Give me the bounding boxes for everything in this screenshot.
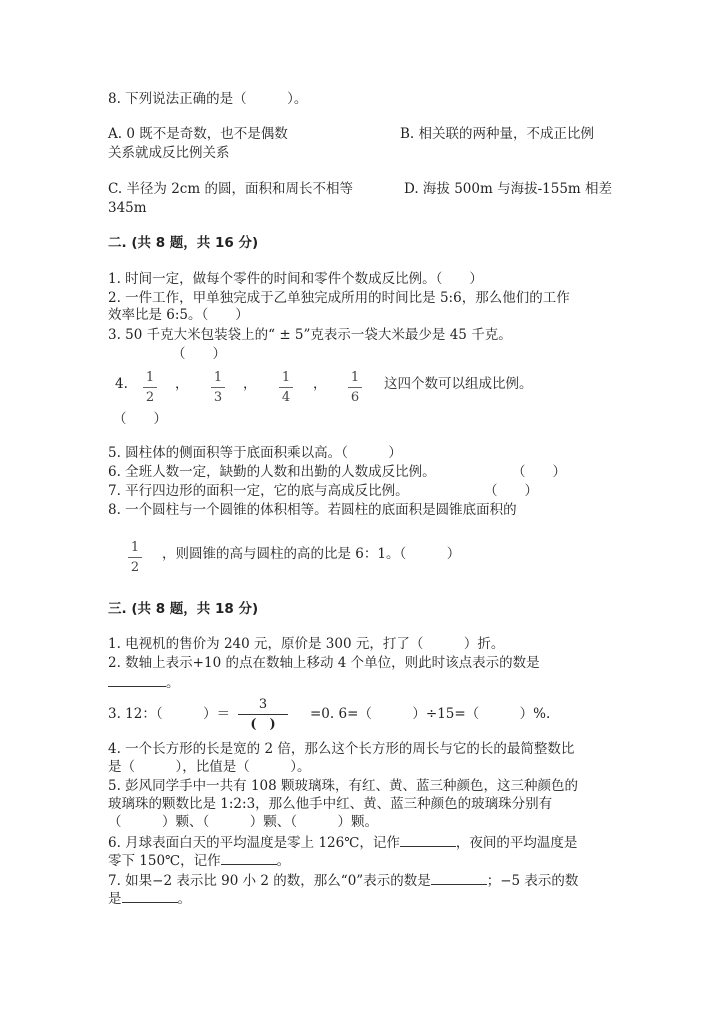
sec2-q3: 3. 50 千克大米包装袋上的“ ± 5”克表示一袋大米最少是 45 千克。 xyxy=(108,327,512,343)
section-3-heading: 三. (共 8 题，共 18 分) xyxy=(108,601,259,617)
sec2-q8-cont: ，则圆锥的高与圆柱的高的比是 6：1。（ ） xyxy=(162,546,461,562)
sec3-q3: 3. 12：（ ）＝ xyxy=(108,706,231,722)
sec2-q4-tail: 这四个数可以组成比例。 xyxy=(384,376,533,392)
sec3-q7: 7. 如果−2 表示比 90 小 2 的数，那么“0”表示的数是 ；−5 表示的数 xyxy=(108,870,578,890)
sec2-q4-sep-1: ， xyxy=(175,376,189,392)
sec2-q6: 6. 全班人数一定，缺勤的人数和出勤的人数成反比例。 xyxy=(108,464,436,480)
section-2-heading: 二. (共 8 题，共 16 分) xyxy=(108,235,259,251)
sec2-q8-fraction: 1 2 xyxy=(128,540,142,576)
q8-option-a: A. 0 既不是奇数，也不是偶数 xyxy=(108,126,288,142)
sec2-q4-fraction-4: 1 6 xyxy=(348,370,362,406)
sec2-q4-fraction-1: 1 2 xyxy=(143,370,157,406)
sec2-q4-sep-2: ， xyxy=(243,376,257,392)
sec2-q4-label: 4. xyxy=(115,376,128,392)
answer-blank[interactable] xyxy=(431,870,487,885)
answer-blank[interactable] xyxy=(221,850,277,865)
q8-option-b: B. 相关联的两种量，不成正比例 xyxy=(400,126,595,142)
q8-option-d: D. 海拔 500m 与海拔-155m 相差 xyxy=(404,181,612,197)
answer-blank[interactable] xyxy=(122,888,178,903)
sec2-q3-paren: （ ） xyxy=(172,346,226,362)
sec2-q6-paren: （ ） xyxy=(512,464,566,480)
sec3-q3-cont: =0. 6=（ ）÷15=（ ）%. xyxy=(310,706,551,722)
q8-option-c: C. 半径为 2cm 的圆，面积和周长不相等 xyxy=(108,181,353,197)
sec3-q6-cont: 零下 150℃，记作 。 xyxy=(108,850,290,870)
sec2-q4-paren: （ ） xyxy=(113,411,167,427)
sec2-q5: 5. 圆柱体的侧面积等于底面积乘以高。（ ） xyxy=(108,445,402,461)
answer-blank[interactable] xyxy=(400,832,456,847)
sec2-q1: 1. 时间一定，做每个零件的时间和零件个数成反比例。（ ） xyxy=(108,271,483,287)
sec2-q8: 8. 一个圆柱与一个圆锥的体积相等。若圆柱的底面积是圆锥底面积的 xyxy=(108,502,517,518)
sec3-q4-cont: 是（ ），比值是（ ）。 xyxy=(108,759,311,775)
sec3-q5-cont-1: 玻璃珠的颗数比是 1:2:3，那么他手中红、黄、蓝三种颜色的玻璃珠分别有 xyxy=(108,796,553,812)
sec3-q5-cont-2: （ ）颗、（ ）颗、（ ）颗。 xyxy=(108,814,378,830)
q8-option-d-cont: 345m xyxy=(108,200,147,216)
q8-stem: 8. 下列说法正确的是（ ）。 xyxy=(108,91,308,107)
sec3-q4: 4. 一个长方形的长是宽的 2 倍，那么这个长方形的周长与它的长的最简整数比 xyxy=(108,741,575,757)
sec2-q2: 2. 一件工作，甲单独完成于乙单独完成所用的时间比是 5:6，那么他们的工作 xyxy=(108,290,570,306)
sec2-q4-sep-3: ， xyxy=(313,376,327,392)
sec3-q7-cont: 是 。 xyxy=(108,888,191,908)
sec2-q2-cont: 效率比是 6:5。（ ） xyxy=(108,307,249,323)
sec3-q6: 6. 月球表面白天的平均温度是零上 126℃，记作 ，夜间的平均温度是 xyxy=(108,832,577,852)
q8-option-b-cont: 关系就成反比例关系 xyxy=(108,145,230,161)
sec3-q2: 2. 数轴上表示+10 的点在数轴上移动 4 个单位，则此时该点表示的数是 xyxy=(108,655,540,671)
sec2-q7: 7. 平行四边形的面积一定，它的底与高成反比例。 xyxy=(108,483,409,499)
sec2-q4-fraction-3: 1 4 xyxy=(279,370,293,406)
answer-blank[interactable] xyxy=(108,672,166,687)
sec2-q7-paren: （ ） xyxy=(484,483,538,499)
sec2-q4-fraction-2: 1 3 xyxy=(211,370,225,406)
sec3-q5: 5. 彭风同学手中一共有 108 颗玻璃珠，有红、黄、蓝三种颜色，这三种颜色的 xyxy=(108,778,579,794)
sec3-q1: 1. 电视机的售价为 240 元，原价是 300 元，打了（ ）折。 xyxy=(108,636,505,652)
sec3-q3-fraction: 3 ( ) xyxy=(238,697,288,733)
sec3-q2-cont: 。 xyxy=(108,672,180,692)
